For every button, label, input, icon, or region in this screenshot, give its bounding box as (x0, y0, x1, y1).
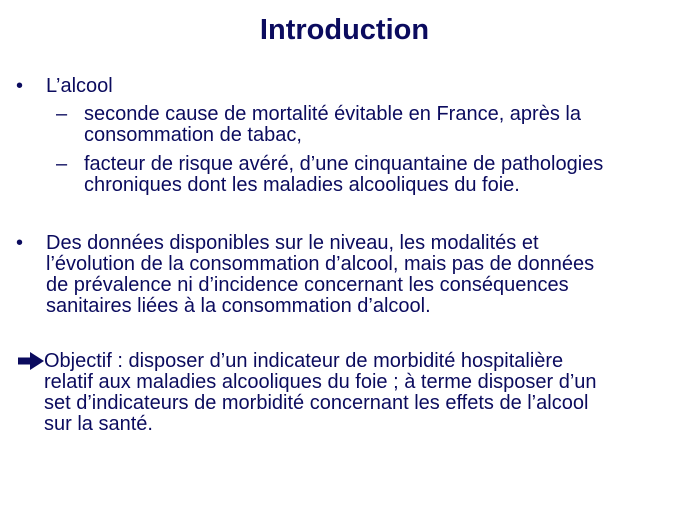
objective-line-2: relatif aux maladies alcooliques du foie ; à terme disposer d’un (44, 371, 597, 393)
objective-line-3: set d’indicateurs de morbidité concernant les effets de l’alcool (44, 392, 589, 414)
bullet-1-label: L’alcool (46, 75, 113, 97)
bullet-2-line-2: l’évolution de la consommation d’alcool, mais pas de données (46, 253, 595, 275)
sub-bullet-1-line-1: seconde cause de mortalité évitable en France, après la (84, 103, 581, 125)
sub-bullet-2-line-1: facteur de risque avéré, d’une cinquantaine de pathologies (84, 153, 604, 175)
bullet-marker: • (16, 75, 24, 97)
bullet-2-line-3: de prévalence ni d’incidence concernant les conséquences (46, 274, 569, 296)
slide-title: Introduction (259, 14, 430, 46)
objective-line-1: Objectif : disposer d’un indicateur de morbidité hospitalière (44, 350, 564, 372)
dash-marker: – (56, 153, 68, 175)
dash-marker: – (56, 103, 68, 125)
sub-bullet-2-line-2: chroniques dont les maladies alcooliques du foie. (84, 174, 520, 196)
sub-bullet-1-line-2: consommation de tabac, (84, 124, 302, 146)
right-arrow-icon (17, 351, 45, 371)
bullet-2-line-4: sanitaires liées à la consommation d’alcool. (46, 295, 431, 317)
bullet-marker: • (16, 232, 24, 254)
bullet-2-line-1: Des données disponibles sur le niveau, les modalités et (46, 232, 539, 254)
objective-line-4: sur la santé. (44, 413, 153, 435)
